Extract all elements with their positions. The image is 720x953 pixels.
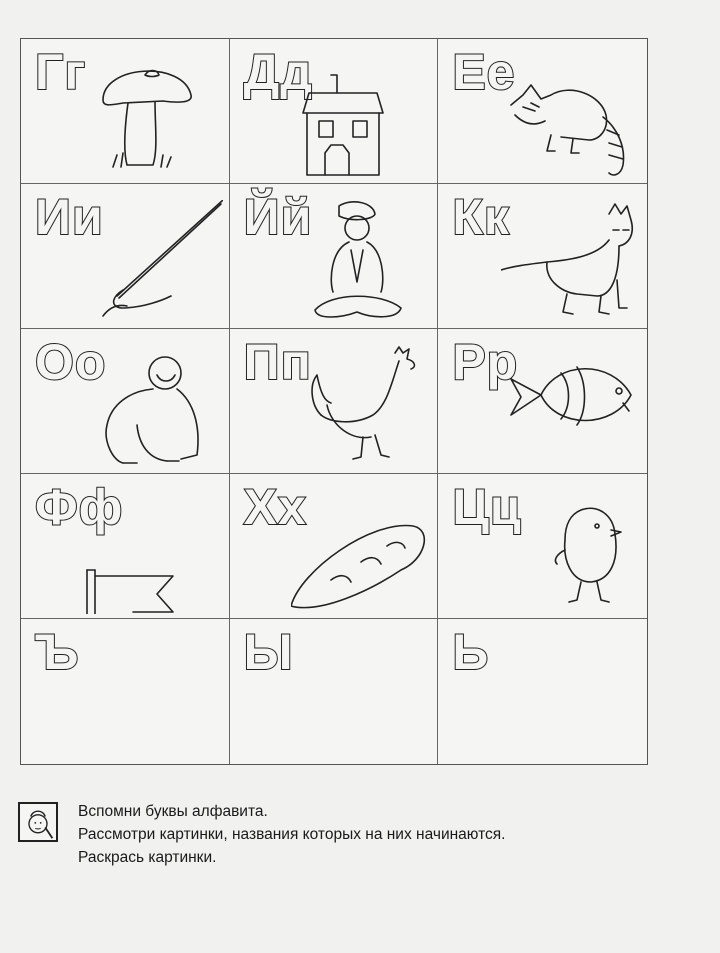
cell-yery bbox=[230, 619, 439, 764]
letter-pair: Пп bbox=[243, 334, 312, 390]
letter-pair: Рр bbox=[452, 334, 519, 390]
cell-k bbox=[438, 184, 647, 329]
cell-f bbox=[21, 474, 230, 619]
bread-icon bbox=[291, 490, 431, 614]
yogi-icon bbox=[291, 200, 431, 324]
raccoon-icon bbox=[501, 55, 641, 179]
letter-pair: Дд bbox=[243, 44, 314, 100]
cell-r bbox=[438, 329, 647, 474]
letter-pair: Цц bbox=[452, 479, 522, 535]
letter-pair: Гг bbox=[35, 44, 87, 100]
house-icon bbox=[291, 55, 431, 179]
letter-pair: Оо bbox=[35, 334, 107, 390]
cell-i bbox=[21, 184, 230, 329]
cell-ts bbox=[438, 474, 647, 619]
fish-icon bbox=[501, 345, 641, 469]
cell-p bbox=[230, 329, 439, 474]
instruction-line-2: Рассмотри картинки, названия которых на них начинаются. bbox=[78, 826, 506, 843]
letter-pair: Ъ bbox=[35, 624, 80, 680]
letter-pair: Ь bbox=[452, 624, 490, 680]
cell-hard-sign bbox=[21, 619, 230, 764]
letter-pair: Ы bbox=[243, 624, 294, 680]
instruction-text bbox=[78, 800, 505, 869]
cat-icon bbox=[501, 200, 641, 324]
letter-pair: Хх bbox=[243, 479, 307, 535]
cell-soft-sign bbox=[438, 619, 647, 764]
instruction-line-3: Раскрась картинки. bbox=[78, 849, 217, 866]
instruction-line-1: Вспомни буквы алфавита. bbox=[78, 803, 268, 820]
mushroom-icon bbox=[83, 55, 223, 179]
cell-d bbox=[230, 39, 439, 184]
letter-pair: Кк bbox=[452, 189, 510, 245]
alphabet-grid bbox=[20, 38, 648, 765]
cell-g bbox=[21, 39, 230, 184]
chick-icon bbox=[501, 490, 641, 614]
letter-pair: Фф bbox=[35, 479, 124, 535]
letter-pair: Ии bbox=[35, 189, 104, 245]
cell-kh bbox=[230, 474, 439, 619]
flag-icon bbox=[83, 490, 223, 614]
cell-y bbox=[230, 184, 439, 329]
instructions-block bbox=[18, 800, 505, 869]
pencil-child-icon bbox=[18, 802, 58, 842]
monkey-icon bbox=[83, 345, 223, 469]
needle-icon bbox=[83, 200, 223, 324]
cell-o bbox=[21, 329, 230, 474]
rooster-icon bbox=[291, 345, 431, 469]
letter-pair: Йй bbox=[243, 189, 313, 245]
cell-e bbox=[438, 39, 647, 184]
letter-pair: Ее bbox=[452, 44, 516, 100]
